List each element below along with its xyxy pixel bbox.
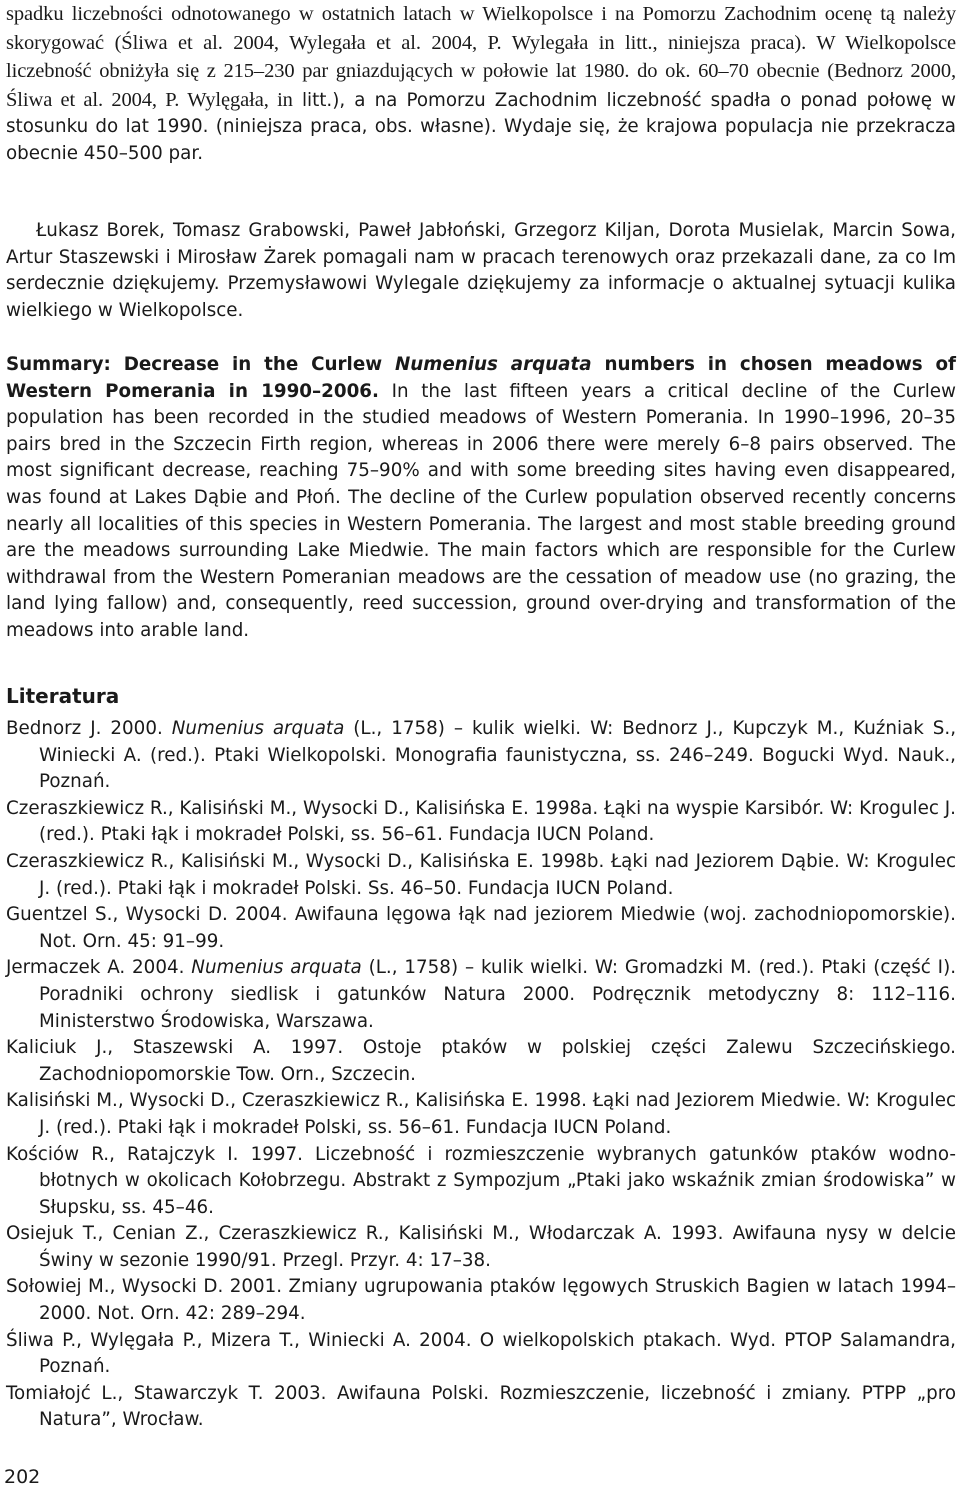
- reference-text: Bednorz J. 2000.: [6, 718, 163, 739]
- reference-entry: [6, 955, 956, 1035]
- reference-text: Kalisiński M., Wysocki D., Czeraszkiewicz R., Kalisińska E. 1998. Łąki nad Jeziorem Miedwie. W: Krogulec J. (red.). Ptaki łąk i mokradeł Polski, ss. 56–61. Fundacja IUCN Poland.: [6, 1090, 956, 1138]
- reference-text: Czeraszkiewicz R., Kalisiński M., Wysocki D., Kalisińska E. 1998a. Łąki na wyspie Karsibór. W: Krogulec J. (red.). Ptaki łąk i mokradeł Polski, ss. 56–61. Fundacja IUCN Poland.: [6, 797, 956, 846]
- reference-text: Kaliciuk J., Staszewski A. 1997. Ostoje ptaków w polskiej części Zalewu Szczecińskiego. Zachodniopomorskie Tow. Orn., Szczecin.: [6, 1037, 956, 1085]
- summary-heading-species: Numenius arquata: [394, 354, 592, 375]
- references-list: [6, 716, 956, 1434]
- reference-entry: [6, 849, 956, 902]
- reference-entry: [6, 1328, 956, 1381]
- reference-entry: [6, 1035, 956, 1088]
- reference-text: Śliwa P., Wylęgała P., Mizera T., Winiecki A. 2004. O wielkopolskich ptakach. Wyd. PTOP Salamandra, Poznań.: [6, 1329, 956, 1378]
- reference-entry: [6, 1381, 956, 1434]
- reference-entry: [6, 1221, 956, 1274]
- reference-text: Sołowiej M., Wysocki D. 2001. Zmiany ugrupowania ptaków lęgowych Struskich Bagien w latach 1994–2000. Not. Orn. 42: 289–294.: [6, 1276, 956, 1325]
- summary-heading-start: Summary: Decrease in the Curlew: [6, 354, 383, 375]
- summary-heading-end: numbers in chosen meadows of Western Pomerania in 1990–2006.: [6, 354, 956, 402]
- intro-text-serif: spadku liczebności odnotowanego w ostatnich latach w Wielkopolsce i na Pomorzu Zachodnim ocenę tą należy skorygować (Śliwa et al. 2004, Wylegała et al. 2004, P. Wylegała in litt., niniejsza praca). W Wielkopolsce liczebność obniżyła się z 215–230 par gniazdujących w połowie lat 1980. do ok. 60–70 obecnie (Bednorz 2000, Śliwa et al. 2004, P. Wylęgała, in: [6, 3, 956, 111]
- reference-text: Tomiałojć L., Stawarczyk T. 2003. Awifauna Polski. Rozmieszczenie, liczebność i zmiany. PTPP „pro Natura”, Wrocław.: [6, 1382, 956, 1431]
- summary-paragraph: [6, 352, 956, 645]
- summary-body: In the last fifteen years a critical decline of the Curlew population has been recorded in the studied meadows of Western Pomerania. In 1990–1996, 20–35 pairs bred in the Szczecin Firth region, whereas in 2006 there were merely 6–8 pairs observed. The most significant decrease, reaching 75–90% and with some breeding sites having even disappeared, was found at Lakes Dąbie and Płoń. The decline of the Curlew population observed recently concerns nearly all localities of this species in Western Pomerania. The largest and most stable breeding ground are the meadows surrounding Lake Miedwie. The main factors which are responsible for the Curlew withdrawal from the Western Pomeranian meadows are the cessation of meadow use (no grazing, the land lying fallow) and, consequently, reed succession, ground over-drying and transformation of the meadows into arable land.: [6, 380, 957, 641]
- reference-entry: [6, 1088, 956, 1141]
- reference-species: Numenius arquata: [191, 957, 362, 979]
- intro-text-sans: litt.), a na Pomorzu Zachodnim liczebność spadła o ponad połowę w stosunku do lat 1990. (niniejsza praca, obs. własne). Wydaje się, że krajowa populacja nie przekracza obecnie 450–500 par.: [6, 89, 956, 164]
- page-number: 202: [4, 1466, 41, 1488]
- reference-entry: [6, 716, 956, 796]
- reference-entry: [6, 1142, 956, 1222]
- reference-text: Jermaczek A. 2004.: [6, 957, 185, 979]
- intro-paragraph: [6, 0, 956, 168]
- reference-text-continued: (L., 1758) – kulik wielki. W: Gromadzki M. (red.). Ptaki (część I). Poradniki ochrony siedlisk i gatunków Natura 2000. Podręcznik metodyczny 8: 112–116. Ministerstwo Środowiska, Warszawa.: [39, 957, 957, 1032]
- reference-entry: [6, 796, 956, 849]
- reference-text: Guentzel S., Wysocki D. 2004. Awifauna lęgowa łąk nad jeziorem Miedwie (woj. zachodniopomorskie). Not. Orn. 45: 91–99.: [6, 904, 956, 952]
- reference-text-continued: (L., 1758) – kulik wielki. W: Bednorz J., Kupczyk M., Kuźniak S., Winiecki A. (red.). Ptaki Wielkopolski. Monografia faunistyczna, ss. 246–249. Bogucki Wyd. Nauk., Poznań.: [39, 718, 957, 793]
- reference-text: Osiejuk T., Cenian Z., Czeraszkiewicz R., Kalisiński M., Włodarczak A. 1993. Awifauna nysy w delcie Świny w sezonie 1990/91. Przegl. Przyr. 4: 17–38.: [6, 1223, 956, 1271]
- reference-species: Numenius arquata: [171, 718, 345, 739]
- acknowledgements-paragraph: Łukasz Borek, Tomasz Grabowski, Paweł Jabłoński, Grzegorz Kiljan, Dorota Musielak, Marcin Sowa, Artur Staszewski i Mirosław Żarek pomagali nam w pracach terenowych oraz przekazali dane, za co Im serdecznie dziękujemy. Przemysławowi Wylegale dziękujemy za informacje o aktualnej sytuacji kulika wielkiego w Wielkopolsce.: [6, 220, 956, 321]
- reference-text: Kościów R., Ratajczyk I. 1997. Liczebność i rozmieszczenie wybranych gatunków ptaków wodno-błotnych w okolicach Kołobrzegu. Abstrakt z Sympozjum „Ptaki jako wskaźnik zmian środowiska” w Słupsku, ss. 45–46.: [6, 1143, 956, 1218]
- reference-entry: [6, 902, 956, 955]
- reference-entry: [6, 1274, 956, 1327]
- references-title: Literatura: [6, 684, 120, 708]
- reference-text: Czeraszkiewicz R., Kalisiński M., Wysocki D., Kalisińska E. 1998b. Łąki nad Jeziorem Dąbie. W: Krogulec J. (red.). Ptaki łąk i mokradeł Polski. Ss. 46–50. Fundacja IUCN Poland.: [6, 850, 956, 899]
